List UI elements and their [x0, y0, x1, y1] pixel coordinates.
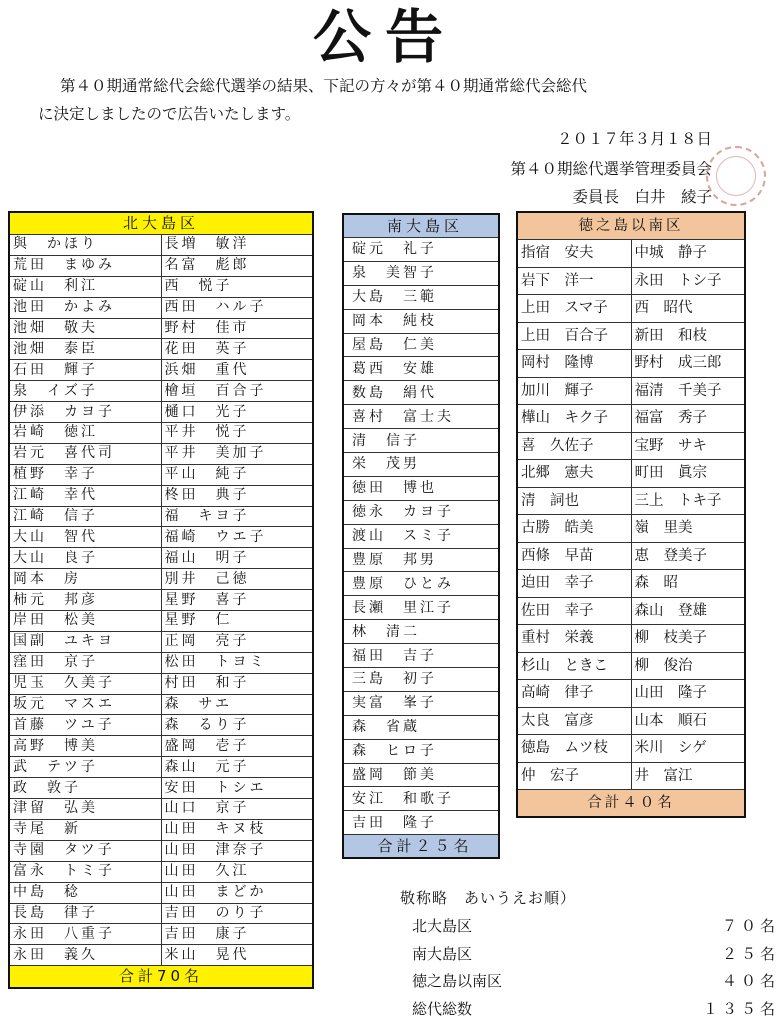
summary-label: 徳之島以南区	[412, 972, 503, 990]
intro-text	[38, 72, 738, 128]
table-row	[517, 652, 745, 680]
member-name: 松田 トヨミ	[161, 652, 313, 673]
member-name: 大島 三範	[343, 285, 499, 309]
member-name: 加川 輝子	[517, 377, 631, 405]
member-name: 福清 千美子	[631, 377, 745, 405]
member-name: 町田 眞宗	[631, 460, 745, 488]
table-row	[9, 799, 313, 820]
summary-row	[400, 941, 779, 969]
member-name: 岩下 洋一	[517, 267, 631, 295]
member-name: 宝野 サキ	[631, 432, 745, 460]
member-name: 重村 栄義	[517, 625, 631, 653]
committee-chair: 委員長 白井 綾子	[572, 188, 712, 206]
table-row	[9, 297, 313, 318]
member-name: 碇元 礼子	[343, 238, 499, 262]
summary-count: ２５名	[722, 944, 779, 963]
table-row	[9, 235, 313, 256]
table-row	[517, 680, 745, 708]
official-seal-stamp	[706, 146, 766, 206]
member-name: 福富 秀子	[631, 405, 745, 433]
member-name: 児玉 久美子	[9, 673, 161, 694]
table-row	[343, 596, 499, 620]
member-name: 喜 久佐子	[517, 432, 631, 460]
member-name: 荒田 まゆみ	[9, 255, 161, 276]
north-header-row	[9, 212, 313, 235]
table-row	[517, 240, 745, 268]
south-header-row	[343, 214, 499, 238]
summary-heading: 敬称略 あいうえお順）	[400, 889, 577, 907]
table-row	[343, 715, 499, 739]
member-name: 屋島 仁美	[343, 333, 499, 357]
member-name: 岡村 隆博	[517, 350, 631, 378]
table-row	[9, 402, 313, 423]
table-row	[9, 506, 313, 527]
table-row	[343, 285, 499, 309]
member-name: 福田 吉子	[343, 644, 499, 668]
member-name: 盛岡 壱子	[161, 736, 313, 757]
member-name: 江崎 幸代	[9, 485, 161, 506]
member-name: 長島 律子	[9, 903, 161, 924]
table-row	[9, 360, 313, 381]
table-row	[9, 924, 313, 945]
member-name: 岡本 房	[9, 569, 161, 590]
member-name: 山田 キヌ枝	[161, 819, 313, 840]
north-oshima-table	[8, 211, 314, 989]
member-name: 中島 稔	[9, 882, 161, 903]
member-name: 樺山 キク子	[517, 405, 631, 433]
member-name: 別井 己徳	[161, 569, 313, 590]
table-row	[517, 762, 745, 790]
member-name: 山口 京子	[161, 799, 313, 820]
member-name: 伊添 カヨ子	[9, 402, 161, 423]
table-row	[517, 322, 745, 350]
table-row	[9, 339, 313, 360]
table-row	[343, 405, 499, 429]
intro-line-1: 第４０期通常総代会総代選挙の結果、下記の方々が第４０期通常総代会総代	[60, 77, 588, 95]
table-row	[517, 625, 745, 653]
member-name: 森 省蔵	[343, 715, 499, 739]
member-name: 葛西 安雄	[343, 357, 499, 381]
table-row	[517, 295, 745, 323]
member-name: 古勝 皓美	[517, 515, 631, 543]
toku-total: 合計４０名	[517, 790, 745, 818]
member-name: 国副 ユキヨ	[9, 631, 161, 652]
table-row	[517, 460, 745, 488]
member-name: 徳永 カヨ子	[343, 500, 499, 524]
member-name: 長増 敏洋	[161, 235, 313, 256]
member-name: 柳 俊治	[631, 652, 745, 680]
summary-row	[400, 913, 779, 941]
table-row	[9, 778, 313, 799]
member-name: 迫田 幸子	[517, 570, 631, 598]
member-name: 名富 彪郎	[161, 255, 313, 276]
member-name: 盛岡 節美	[343, 763, 499, 787]
tokunoshima-south-table	[516, 211, 746, 818]
member-name: 山田 久江	[161, 861, 313, 882]
table-row	[9, 548, 313, 569]
table-row	[9, 318, 313, 339]
table-row	[9, 840, 313, 861]
member-name: 寺尾 新	[9, 819, 161, 840]
table-row	[9, 757, 313, 778]
member-name: 坂元 マスエ	[9, 694, 161, 715]
member-name: 碇山 利江	[9, 276, 161, 297]
member-name: 江崎 信子	[9, 506, 161, 527]
member-name: 安江 和歌子	[343, 787, 499, 811]
member-name: 森 サエ	[161, 694, 313, 715]
member-name: 岸田 松美	[9, 611, 161, 632]
table-row	[9, 631, 313, 652]
table-row	[517, 377, 745, 405]
table-row	[343, 572, 499, 596]
member-name: 政 敦子	[9, 778, 161, 799]
member-name: 恵 登美子	[631, 542, 745, 570]
summary-count: ４０名	[722, 972, 779, 990]
member-name: 永田 トシ子	[631, 267, 745, 295]
toku-title: 徳之島以南区	[517, 212, 745, 240]
summary-label: 総代総数	[412, 999, 473, 1018]
member-name: 井 富江	[631, 762, 745, 790]
member-name: 平井 美加子	[161, 443, 313, 464]
member-name: 平井 悦子	[161, 423, 313, 444]
member-name: 福崎 ウエ子	[161, 527, 313, 548]
committee-name: 第４０期総代選挙管理委員会	[510, 160, 712, 178]
member-name: 豊原 ひとみ	[343, 572, 499, 596]
member-name: 森 るり子	[161, 715, 313, 736]
member-name: 高野 博美	[9, 736, 161, 757]
member-name: 森山 登雄	[631, 597, 745, 625]
member-name: 野村 成三郎	[631, 350, 745, 378]
member-name: 浜畑 重代	[161, 360, 313, 381]
table-row	[517, 597, 745, 625]
table-row	[9, 276, 313, 297]
member-name: 西 悦子	[161, 276, 313, 297]
table-row	[9, 381, 313, 402]
member-name: 永田 義久	[9, 945, 161, 966]
table-row	[343, 357, 499, 381]
table-row	[517, 432, 745, 460]
member-name: 清 詞也	[517, 487, 631, 515]
member-name: 米川 シゲ	[631, 735, 745, 763]
member-name: 長瀬 里江子	[343, 596, 499, 620]
member-name: 山田 隆子	[631, 680, 745, 708]
table-row	[343, 429, 499, 453]
announcement-date: ２０１７年３月１８日	[556, 130, 712, 148]
member-name: 山本 順石	[631, 707, 745, 735]
member-name: 大山 良子	[9, 548, 161, 569]
table-row	[9, 715, 313, 736]
table-row	[9, 882, 313, 903]
member-name: 吉田 康子	[161, 924, 313, 945]
table-row	[517, 267, 745, 295]
table-row	[9, 611, 313, 632]
member-name: 北郷 憲夫	[517, 460, 631, 488]
member-name: 寺園 タツ子	[9, 840, 161, 861]
summary-row	[400, 996, 779, 1024]
intro-line-2: に決定しましたので広告いたします。	[38, 105, 301, 123]
table-row	[517, 542, 745, 570]
table-row	[517, 735, 745, 763]
member-name: 樋口 光子	[161, 402, 313, 423]
table-row	[343, 644, 499, 668]
member-name: 吉田 のり子	[161, 903, 313, 924]
toku-header-row	[517, 212, 745, 240]
member-name: 三島 初子	[343, 668, 499, 692]
south-total: 合計２５名	[343, 835, 499, 859]
member-name: 徳田 博也	[343, 476, 499, 500]
south-title: 南大島区	[343, 214, 499, 238]
table-row	[517, 350, 745, 378]
member-name: 安田 トシエ	[161, 778, 313, 799]
table-row	[343, 261, 499, 285]
member-name: 花田 英子	[161, 339, 313, 360]
member-name: 吉田 隆子	[343, 811, 499, 835]
member-name: 福山 明子	[161, 548, 313, 569]
table-row	[9, 464, 313, 485]
member-name: 星野 仁	[161, 611, 313, 632]
south-oshima-table	[342, 213, 500, 859]
table-row	[343, 381, 499, 405]
member-name: 大山 智代	[9, 527, 161, 548]
member-name: 新田 和枝	[631, 322, 745, 350]
member-name: 池田 かよみ	[9, 297, 161, 318]
member-name: 池畑 敬夫	[9, 318, 161, 339]
member-name: 柊田 典子	[161, 485, 313, 506]
member-name: 村田 和子	[161, 673, 313, 694]
member-name: 数島 絹代	[343, 381, 499, 405]
member-name: 中城 静子	[631, 240, 745, 268]
north-title: 北大島区	[9, 212, 313, 235]
member-name: 柿元 邦彦	[9, 590, 161, 611]
member-name: 岡本 純枝	[343, 309, 499, 333]
table-row	[9, 569, 313, 590]
member-name: 泉 美智子	[343, 261, 499, 285]
table-row	[9, 819, 313, 840]
member-name: 嶺 里美	[631, 515, 745, 543]
member-name: 野村 佳市	[161, 318, 313, 339]
summary-block	[400, 883, 779, 1023]
member-name: 米山 晃代	[161, 945, 313, 966]
summary-count: １３５名	[703, 999, 779, 1018]
table-row	[343, 620, 499, 644]
table-row	[517, 570, 745, 598]
north-total: 合計70名	[9, 966, 313, 989]
member-name: 西田 ハル子	[161, 297, 313, 318]
table-row	[9, 485, 313, 506]
page-title: 公告	[312, 3, 457, 71]
member-name: 西 昭代	[631, 295, 745, 323]
summary-count: ７０名	[722, 917, 779, 935]
member-name: 星野 喜子	[161, 590, 313, 611]
member-name: 森 ヒロ子	[343, 739, 499, 763]
member-name: 津留 弘美	[9, 799, 161, 820]
member-name: 清 信子	[343, 429, 499, 453]
member-name: 山田 津奈子	[161, 840, 313, 861]
table-row	[343, 548, 499, 572]
member-name: 太良 富彦	[517, 707, 631, 735]
table-row	[343, 333, 499, 357]
member-name: 石田 輝子	[9, 360, 161, 381]
table-row	[9, 255, 313, 276]
south-total-row	[343, 835, 499, 859]
member-name: 窪田 京子	[9, 652, 161, 673]
table-row	[343, 739, 499, 763]
table-row	[343, 668, 499, 692]
member-name: 上田 百合子	[517, 322, 631, 350]
member-name: 富永 トミ子	[9, 861, 161, 882]
table-row	[343, 476, 499, 500]
member-name: 池畑 泰臣	[9, 339, 161, 360]
north-total-row	[9, 966, 313, 989]
table-row	[343, 763, 499, 787]
table-row	[343, 787, 499, 811]
member-name: 岩崎 徳江	[9, 423, 161, 444]
member-name: 林 清二	[343, 620, 499, 644]
table-row	[343, 500, 499, 524]
member-name: 泉 イズ子	[9, 381, 161, 402]
table-row	[343, 309, 499, 333]
table-row	[9, 736, 313, 757]
member-name: 杉山 ときこ	[517, 652, 631, 680]
member-name: 喜村 富士夫	[343, 405, 499, 429]
member-name: 柳 枝美子	[631, 625, 745, 653]
member-name: 首藤 ツユ子	[9, 715, 161, 736]
member-name: 森山 元子	[161, 757, 313, 778]
member-name: 高崎 律子	[517, 680, 631, 708]
member-name: 岩元 喜代司	[9, 443, 161, 464]
member-name: 渡山 スミ子	[343, 524, 499, 548]
table-row	[343, 691, 499, 715]
table-row	[9, 590, 313, 611]
table-row	[343, 238, 499, 262]
member-name: 栄 茂男	[343, 453, 499, 477]
member-name: 豊原 邦男	[343, 548, 499, 572]
summary-row	[400, 968, 779, 996]
table-row	[517, 405, 745, 433]
member-name: 正岡 亮子	[161, 631, 313, 652]
member-name: 西條 早苗	[517, 542, 631, 570]
member-name: 山田 まどか	[161, 882, 313, 903]
member-name: 檜垣 百合子	[161, 381, 313, 402]
member-name: 永田 八重子	[9, 924, 161, 945]
table-row	[9, 861, 313, 882]
table-row	[9, 694, 313, 715]
member-name: 実富 峯子	[343, 691, 499, 715]
member-name: 佐田 幸子	[517, 597, 631, 625]
summary-label: 南大島区	[412, 944, 473, 963]
table-row	[9, 527, 313, 548]
member-name: 福 キヨ子	[161, 506, 313, 527]
table-row	[9, 945, 313, 966]
member-name: 上田 スマ子	[517, 295, 631, 323]
summary-label: 北大島区	[412, 917, 473, 935]
table-row	[343, 453, 499, 477]
table-row	[9, 443, 313, 464]
table-row	[517, 707, 745, 735]
table-row	[517, 487, 745, 515]
table-row	[9, 423, 313, 444]
member-name: 仲 宏子	[517, 762, 631, 790]
member-name: 武 テツ子	[9, 757, 161, 778]
table-row	[9, 903, 313, 924]
member-name: 平山 純子	[161, 464, 313, 485]
table-row	[9, 673, 313, 694]
table-row	[343, 524, 499, 548]
member-name: 森 昭	[631, 570, 745, 598]
member-name: 三上 トキ子	[631, 487, 745, 515]
member-name: 植野 幸子	[9, 464, 161, 485]
member-name: 指宿 安夫	[517, 240, 631, 268]
toku-total-row	[517, 790, 745, 818]
table-row	[9, 652, 313, 673]
member-name: 徳島 ムツ枝	[517, 735, 631, 763]
member-name: 與 かほり	[9, 235, 161, 256]
table-row	[517, 515, 745, 543]
table-row	[343, 811, 499, 835]
